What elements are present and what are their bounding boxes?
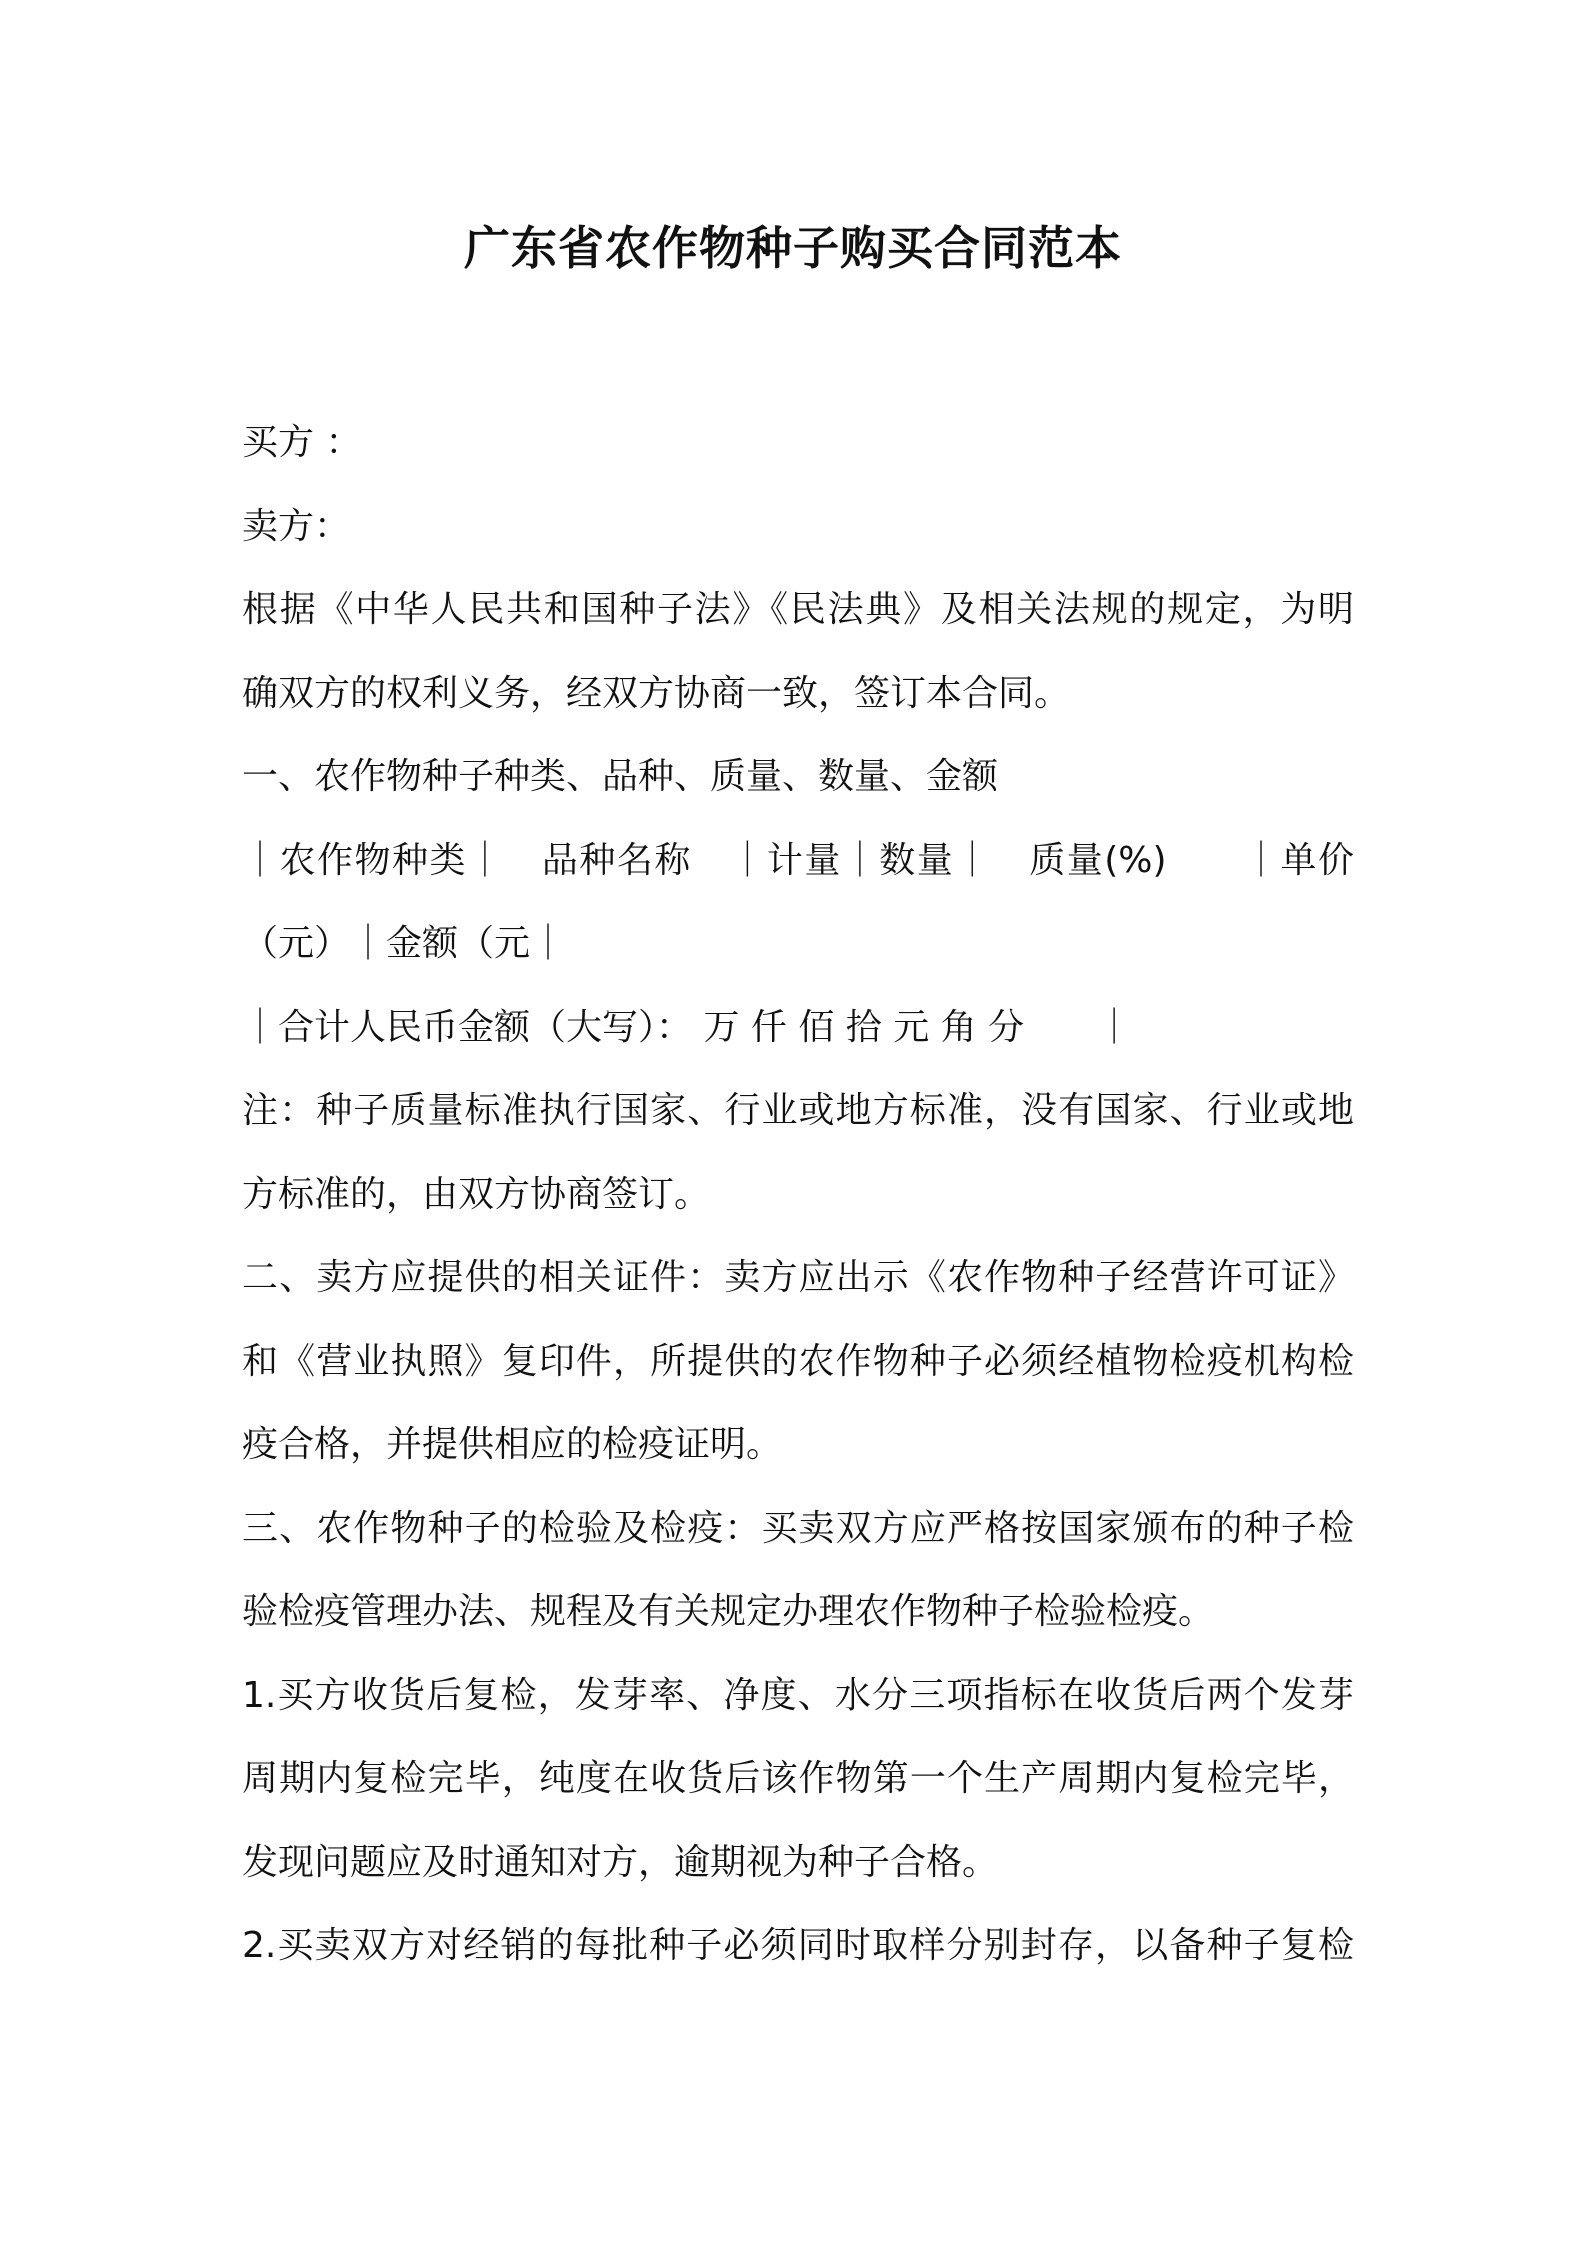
section-3-line-1: 三、农作物种子的检验及检疫：买卖双方应严格按国家颁布的种子检	[242, 1507, 1354, 1549]
table-header-line-1: ｜农作物种类｜ 品种名称 ｜计量｜数量｜ 质量(%) ｜单价	[242, 839, 1354, 881]
section-2-line-2: 和《营业执照》复印件，所提供的农作物种子必须经植物检疫机构检	[242, 1340, 1354, 1382]
section-3-line-2: 验检疫管理办法、规程及有关规定办理农作物种子检验检疫。	[242, 1591, 1215, 1632]
section-1-heading: 一、农作物种子种类、品种、质量、数量、金额	[242, 756, 999, 797]
intro-line-2: 确双方的权利义务，经双方协商一致，签订本合同。	[242, 672, 1071, 714]
seller-line: 卖方：	[242, 505, 351, 547]
table-total-line: ｜合计人民币金额（大写）： 万 仟 佰 拾 元 角 分 ｜	[242, 1006, 1133, 1048]
contract-body	[242, 401, 1354, 1988]
item-1-line-1: 1.买方收货后复检，发芽率、净度、水分三项指标在收货后两个发芽	[242, 1674, 1354, 1716]
buyer-line: 买方 ：	[242, 422, 362, 463]
item-2-line-1: 2.买卖双方对经销的每批种子必须同时取样分别封存，以备种子复检	[242, 1925, 1354, 1966]
note-line-2: 方标准的，由双方协商签订。	[242, 1173, 711, 1215]
note-line-1: 注：种子质量标准执行国家、行业或地方标准，没有国家、行业或地	[242, 1090, 1354, 1131]
section-2-line-3: 疫合格，并提供相应的检疫证明。	[242, 1424, 783, 1465]
intro-line-1: 根据《中华人民共和国种子法》《民法典》及相关法规的规定，为明	[242, 589, 1354, 630]
item-1-line-2: 周期内复检完毕，纯度在收货后该作物第一个生产周期内复检完毕，	[242, 1758, 1354, 1799]
item-1-line-3: 发现问题应及时通知对方，逾期视为种子合格。	[242, 1841, 999, 1883]
table-header-line-2: （元）｜金额（元｜	[242, 923, 567, 964]
section-2-line-1: 二、卖方应提供的相关证件：卖方应出示《农作物种子经营许可证》	[242, 1257, 1354, 1298]
page-title: 广东省农作物种子购买合同范本	[464, 221, 1122, 275]
